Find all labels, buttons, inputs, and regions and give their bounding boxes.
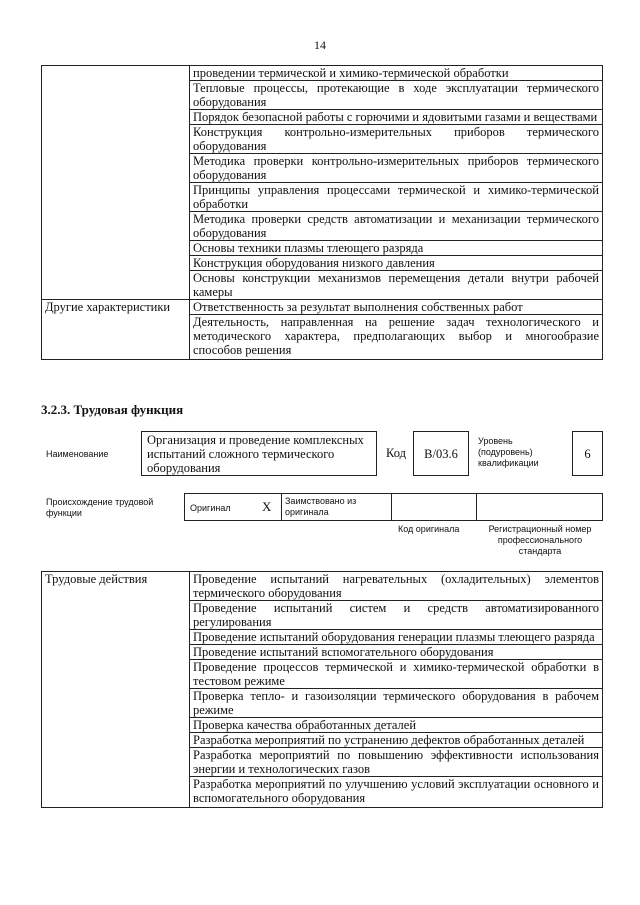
code-original-caption: Код оригинала — [398, 524, 460, 534]
table-cell-left — [42, 271, 190, 300]
divider — [281, 493, 282, 521]
original-mark: X — [262, 499, 272, 514]
table-row — [42, 110, 603, 125]
table-cell: Проведение испытаний оборудования генерации плазмы тлеющего разряда — [190, 630, 603, 645]
actions-label: Трудовые действия — [42, 572, 190, 808]
table-cell: Принципы управления процессами термической и химико-термической обработки — [190, 183, 603, 212]
table-row — [42, 183, 603, 212]
table-cell: Проведение испытаний вспомогательного оборудования — [190, 645, 603, 660]
table-cell-left — [42, 212, 190, 241]
table-row — [42, 572, 603, 601]
reg-number-caption: Регистрационный номер профессионального стандарта — [488, 524, 592, 556]
table-row — [42, 125, 603, 154]
table-row — [42, 81, 603, 110]
origin-row — [184, 493, 603, 521]
borrowed-label: Заимствовано из оригинала — [285, 496, 357, 517]
table-row — [42, 256, 603, 271]
table-cell: Разработка мероприятий по повышению эффективности использования энергии и технологических газов — [190, 748, 603, 777]
table-cell: Методика проверки контрольно-измерительных приборов термического оборудования — [190, 154, 603, 183]
table-cell: Конструкция контрольно-измерительных приборов термического оборудования — [190, 125, 603, 154]
level-label: Уровень (подуровень) квалификации — [478, 436, 539, 468]
table-cell-left — [42, 256, 190, 271]
table-cell: Разработка мероприятий по устранению дефектов обработанных деталей — [190, 733, 603, 748]
table-cell-left — [42, 110, 190, 125]
table-cell: Проведение испытаний нагревательных (охладительных) элементов термического оборудования — [190, 572, 603, 601]
table-cell: Основы конструкции механизмов перемещения детали внутри рабочей камеры — [190, 271, 603, 300]
table-row — [42, 271, 603, 300]
code-value: B/03.6 — [413, 431, 469, 476]
table-cell: Проверка тепло- и газоизоляции термического оборудования в рабочем режиме — [190, 689, 603, 718]
table-row — [42, 154, 603, 183]
table-cell-left — [42, 241, 190, 256]
table-cell: Ответственность за результат выполнения собственных работ — [190, 300, 603, 315]
table-cell-left — [42, 125, 190, 154]
table-cell: Разработка мероприятий по улучшению условий эксплуатации основного и вспомогательного оборудования — [190, 777, 603, 808]
table-cell-left — [42, 81, 190, 110]
divider — [391, 493, 392, 521]
other-characteristics-label: Другие характеристики — [42, 300, 190, 360]
table-cell: Основы техники плазмы тлеющего разряда — [190, 241, 603, 256]
table-row — [42, 66, 603, 81]
name-label: Наименование — [46, 449, 109, 459]
knowledge-table — [41, 65, 603, 360]
table-cell: Порядок безопасной работы с горючими и ядовитыми газами и веществами — [190, 110, 603, 125]
table-row — [42, 300, 603, 315]
code-label: Код — [386, 446, 406, 460]
table-cell: Тепловые процессы, протекающие в ходе эксплуатации термического оборудования — [190, 81, 603, 110]
table-row — [42, 241, 603, 256]
table-cell: Проверка качества обработанных деталей — [190, 718, 603, 733]
table-cell: Проведение испытаний систем и средств автоматизированного регулирования — [190, 601, 603, 630]
table-cell: Методика проверки средств автоматизации и механизации термического оборудования — [190, 212, 603, 241]
table-cell-left — [42, 66, 190, 81]
table-row — [42, 212, 603, 241]
section-heading: 3.2.3. Трудовая функция — [41, 402, 184, 417]
page-number: 14 — [314, 38, 326, 52]
table-cell: Деятельность, направленная на решение задач технологического и методического характера, предполагающих выбор и многообразие способов решения — [190, 315, 603, 360]
origin-label: Происхождение трудовой функции — [46, 497, 154, 518]
original-label: Оригинал — [190, 503, 231, 513]
actions-table — [41, 571, 603, 808]
name-value: Организация и проведение комплексных испытаний сложного термического оборудования — [141, 431, 377, 476]
level-value: 6 — [572, 431, 603, 476]
table-cell: Конструкция оборудования низкого давления — [190, 256, 603, 271]
divider — [476, 493, 477, 521]
table-cell: проведении термической и химико-термической обработки — [190, 66, 603, 81]
table-cell: Проведение процессов термической и химико-термической обработки в тестовом режиме — [190, 660, 603, 689]
table-cell-left — [42, 183, 190, 212]
table-cell-left — [42, 154, 190, 183]
